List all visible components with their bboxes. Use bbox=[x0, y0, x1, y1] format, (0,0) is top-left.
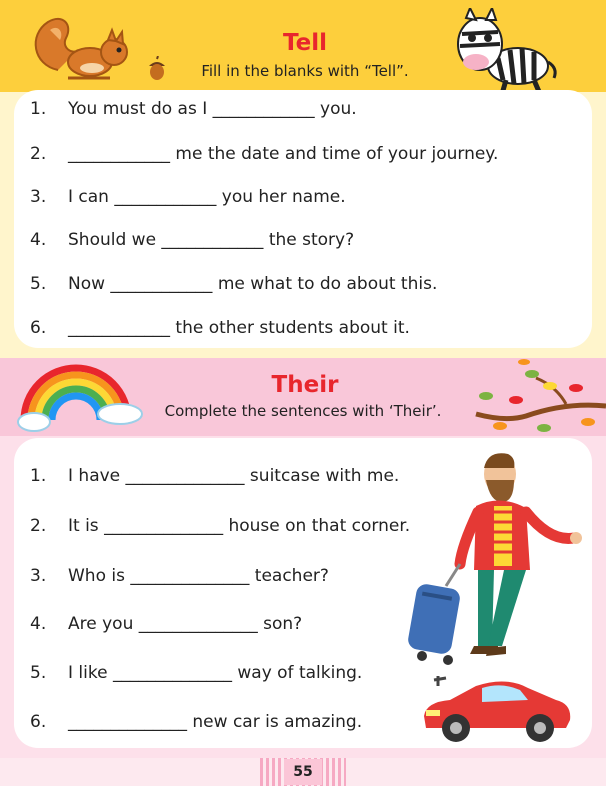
their-item-6-number: 6. bbox=[30, 712, 47, 732]
their-item-1-number: 1. bbox=[30, 466, 47, 486]
their-item-5-number: 5. bbox=[30, 663, 47, 683]
their-instruction: Complete the sentences with ‘Their’. bbox=[164, 402, 442, 420]
tell-item-5-number: 5. bbox=[30, 274, 47, 294]
zebra-icon bbox=[448, 8, 560, 98]
tell-item-6-text: ____________ the other students about it. bbox=[68, 318, 410, 338]
their-item-3-text: Who is ______________ teacher? bbox=[68, 566, 329, 586]
tell-title: Tell bbox=[282, 30, 327, 56]
their-item-4-number: 4. bbox=[30, 614, 47, 634]
man-with-suitcase-icon bbox=[408, 446, 586, 668]
their-item-2-number: 2. bbox=[30, 516, 47, 536]
tell-item-5-text: Now ____________ me what to do about this. bbox=[68, 274, 438, 294]
tell-instruction: Fill in the blanks with “Tell”. bbox=[201, 62, 409, 80]
branch-icon bbox=[466, 356, 606, 442]
their-item-4-text: Are you ______________ son? bbox=[68, 614, 303, 634]
tell-item-3-text: I can ____________ you her name. bbox=[68, 187, 346, 207]
tell-exercise-card bbox=[14, 90, 592, 348]
rainbow-icon bbox=[14, 360, 144, 432]
acorn-icon bbox=[146, 56, 168, 82]
their-item-2-text: It is ______________ house on that corner. bbox=[68, 516, 411, 536]
their-item-5-text: I like ______________ way of talking. bbox=[68, 663, 363, 683]
red-car-icon bbox=[416, 666, 576, 748]
tell-item-4-number: 4. bbox=[30, 230, 47, 250]
tell-item-6-number: 6. bbox=[30, 318, 47, 338]
their-item-6-text: ______________ new car is amazing. bbox=[68, 712, 363, 732]
their-title: Their bbox=[271, 372, 339, 398]
tell-item-4-text: Should we ____________ the story? bbox=[68, 230, 355, 250]
tell-item-2-number: 2. bbox=[30, 144, 47, 164]
squirrel-icon bbox=[28, 10, 146, 90]
tell-item-3-number: 3. bbox=[30, 187, 47, 207]
tell-item-1-number: 1. bbox=[30, 99, 47, 119]
page-number: 55 bbox=[284, 759, 322, 785]
tell-item-1-text: You must do as I ____________ you. bbox=[68, 99, 357, 119]
their-item-3-number: 3. bbox=[30, 566, 47, 586]
their-item-1-text: I have ______________ suitcase with me. bbox=[68, 466, 400, 486]
tell-item-2-text: ____________ me the date and time of your journey. bbox=[68, 144, 499, 164]
